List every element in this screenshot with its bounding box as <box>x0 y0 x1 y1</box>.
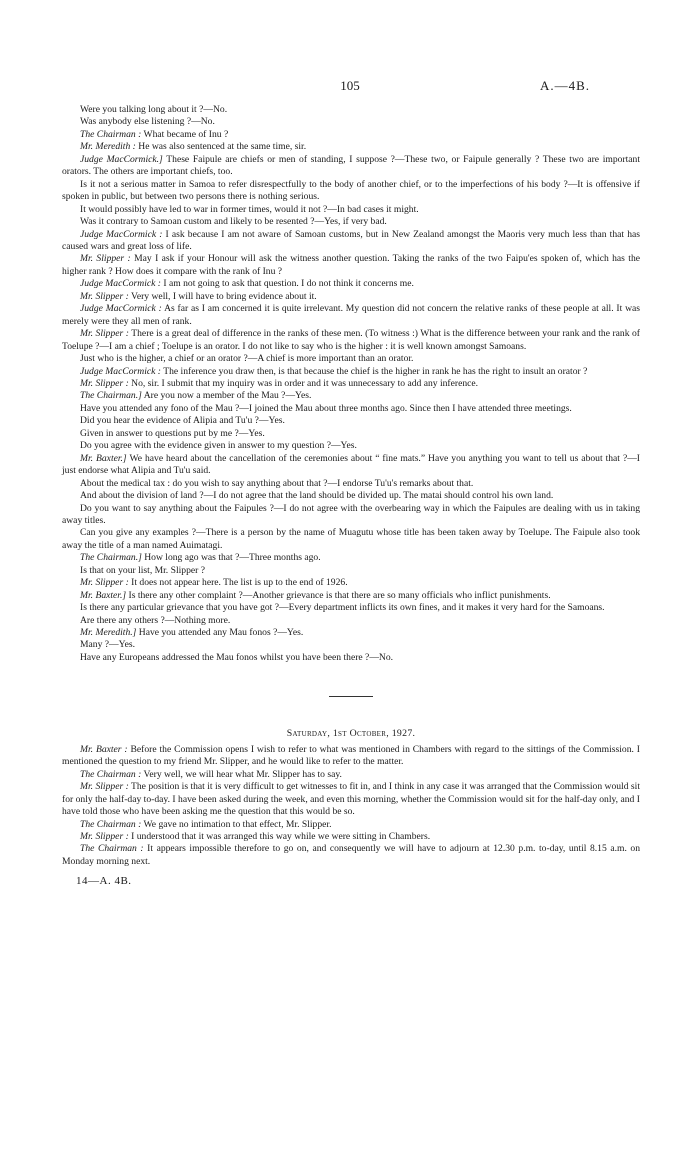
paragraph <box>62 781 640 818</box>
paragraph <box>62 415 640 427</box>
speaker-label: Judge MacCormick : <box>80 228 163 240</box>
paragraph <box>62 303 640 328</box>
paragraph <box>62 490 640 502</box>
paragraph-text: Can you give any examples ?—There is a person by the name of Muagutu whose title has been taken away by Toelupe. The Faipule also took away the title of a man named Auimatagi. <box>62 527 640 551</box>
speaker-label: The Chairman : <box>80 768 142 780</box>
paragraph-text: No, sir. I submit that my inquiry was in order and it was unnecessary to add any inference. <box>128 377 479 389</box>
paragraph <box>62 403 640 415</box>
speaker-label: Judge MacCormick.] <box>80 153 163 165</box>
paragraph <box>62 390 640 402</box>
paragraph-text: About the medical tax : do you wish to say anything about that ?—I endorse Tu'u's remarks about that. <box>80 477 474 489</box>
paragraph-text: Was anybody else listening ?—No. <box>80 116 215 128</box>
paragraph <box>62 440 640 452</box>
paragraph <box>62 590 640 602</box>
date-heading: Saturday, 1st October, 1927. <box>286 728 416 740</box>
paragraph-text: I understood that it was arranged this way while we were sitting in Chambers. <box>128 831 431 843</box>
paragraph <box>62 652 640 664</box>
paragraph-text: Before the Commission opens I wish to refer to what was mentioned in Chambers with regard to the sittings of the Commission. I mentioned the question to my friend Mr. Slipper, and he would like to refer to the matter. <box>62 743 640 768</box>
speaker-label: Mr. Slipper : <box>80 781 129 793</box>
testimony-section <box>62 104 640 664</box>
paragraph-text: And about the division of land ?—I do not agree that the land should be divided up. The matai should control his own land. <box>80 490 554 502</box>
paragraph <box>62 602 640 614</box>
page-number: 105 <box>340 78 360 93</box>
speaker-label: Judge MacCormick : <box>80 303 162 315</box>
speaker-label: Judge MacCormick : <box>80 278 161 290</box>
paragraph-text: Do you want to say anything about the Faipules ?—I do not agree with the overbearing way in which the Faipules are dealing with us in taking away titles. <box>62 502 640 526</box>
paragraph-text: Do you agree with the evidence given in answer to my question ?—Yes. <box>80 440 357 452</box>
speaker-label: Mr. Baxter.] <box>80 589 127 601</box>
section-divider <box>329 696 373 697</box>
paragraph-text: Is there any particular grievance that you have got ?—Every department inflicts its own fines, and it makes it very hard for the Samoans. <box>80 602 605 614</box>
footer-reference: 14—A. 4B. <box>76 875 132 888</box>
paragraph-text: I am not going to ask that question. I do not think it concerns me. <box>161 278 414 290</box>
paragraph <box>62 328 640 353</box>
paragraph-text: Have you attended any fono of the Mau ?—I joined the Mau about three months ago. Since then I have attended three meetings. <box>80 402 572 414</box>
paragraph-text: Was it contrary to Samoan custom and likely to be resented ?—Yes, if very bad. <box>80 216 387 228</box>
paragraph <box>62 179 640 204</box>
paragraph-text: Is it not a serious matter in Samoa to refer disrespectfully to the body of another chief, or to the imperfections of his body ?—It is offensive if spoken in public, but between two persons there is nothing serious. <box>62 178 640 203</box>
speaker-label: Judge MacCormick : <box>80 365 161 377</box>
paragraph <box>62 819 640 831</box>
paragraph-text: We have heard about the cancellation of the ceremonies about “ fine mats.” Have you anything you want to tell us about that ?—I just endorse what Alipia and Tu'u said. <box>62 452 640 477</box>
proceedings-section <box>62 744 640 869</box>
paragraph <box>62 453 640 478</box>
speaker-label: The Chairman : <box>80 128 142 140</box>
paragraph <box>62 769 640 781</box>
document-body <box>62 104 640 888</box>
paragraph-text: Many ?—Yes. <box>80 639 135 651</box>
paragraph <box>62 565 640 577</box>
paragraph-text: I ask because I am not aware of Samoan customs, but in New Zealand amongst the Maoris very much less than that has caused wars and great loss of life. <box>62 228 640 252</box>
paragraph <box>62 744 640 769</box>
paragraph-text: Very well, I will have to bring evidence about it. <box>128 290 317 302</box>
speaker-label: The Chairman.] <box>80 390 142 402</box>
paragraph-text: The inference you draw then, is that because the chief is the higher in rank he has the right to insult an orator ? <box>161 365 588 377</box>
paragraph-text: Were you talking long about it ?—No. <box>80 104 228 115</box>
paragraph-text: There is a great deal of difference in the ranks of these men. (To witness :) What is the difference between your rank and the rank of Toelupe ?—I am a chief ; Toelupe is an orator. I do not like to say who is the higher : it is well known amongst Samoans. <box>62 328 640 352</box>
paragraph <box>62 141 640 153</box>
paragraph-text: Very well, we will hear what Mr. Slipper has to say. <box>141 768 342 780</box>
paragraph <box>62 615 640 627</box>
paragraph-text: The position is that it is very difficult to get witnesses to fit in, and I think in any case it was arranged that the Commission would sit for only the half-day to-day. I have been asked during the week, and even this morning, whether the Commission would sit for the half-day only, and I have told those who have been asking me the question that this would be so. <box>62 781 640 818</box>
paragraph <box>62 229 640 254</box>
speaker-label: Mr. Slipper : <box>80 377 129 389</box>
paragraph <box>62 116 640 128</box>
paragraph-text: It appears impossible therefore to go on, and consequently we will have to adjourn at 12.30 p.m. to-day, until 8.15 a.m. on Monday morning next. <box>62 843 640 867</box>
paragraph <box>62 478 640 490</box>
speaker-label: Mr. Slipper : <box>80 290 129 302</box>
speaker-label: The Chairman : <box>80 843 144 855</box>
speaker-label: Mr. Slipper : <box>80 253 131 265</box>
paragraph-text: It would possibly have led to war in former times, would it not ?—In bad cases it might. <box>80 203 419 215</box>
paragraph-text: It does not appear here. The list is up to the end of 1926. <box>128 577 348 589</box>
paragraph <box>62 503 640 528</box>
paragraph-text: Did you hear the evidence of Alipia and Tu'u ?—Yes. <box>80 415 285 427</box>
paragraph <box>62 378 640 390</box>
speaker-label: Mr. Baxter : <box>80 743 128 755</box>
paragraph-text: He was also sentenced at the same time, sir. <box>135 141 307 153</box>
paragraph-text: May I ask if your Honour will ask the witness another question. Taking the ranks of the two Faipu'es spoken of, which has the higher rank ? How does it compare with the rank of Inu ? <box>62 253 641 277</box>
paragraph-text: Have any Europeans addressed the Mau fonos whilst you have been there ?—No. <box>80 651 394 663</box>
paragraph-text: These Faipule are chiefs or men of standing, I suppose ?—These two, or Faipule generally ? These two are important orators. The others are important chiefs, too. <box>62 153 640 178</box>
paragraph <box>62 428 640 440</box>
paragraph <box>62 366 640 378</box>
paragraph <box>62 104 640 116</box>
paragraph-text: Are there any others ?—Nothing more. <box>80 614 231 626</box>
paragraph <box>62 204 640 216</box>
paragraph-text: Is there any other complaint ?—Another grievance is that there are so many officials who inflict punishments. <box>126 589 551 601</box>
speaker-label: Mr. Slipper : <box>80 577 129 589</box>
paragraph-text: Have you attended any Mau fonos ?—Yes. <box>136 627 304 639</box>
paragraph <box>62 552 640 564</box>
paragraph-text: Is that on your list, Mr. Slipper ? <box>80 564 205 576</box>
paragraph <box>62 353 640 365</box>
paragraph <box>62 129 640 141</box>
speaker-label: Mr. Slipper : <box>80 328 129 340</box>
paragraph <box>62 278 640 290</box>
paragraph-text: Given in answer to questions put by me ?—Yes. <box>80 427 265 439</box>
speaker-label: The Chairman.] <box>80 552 142 564</box>
paragraph <box>62 216 640 228</box>
paragraph-text: Just who is the higher, a chief or an orator ?—A chief is more important than an orator. <box>80 353 414 365</box>
speaker-label: Mr. Meredith.] <box>80 627 137 639</box>
speaker-label: The Chairman : <box>80 818 142 830</box>
paragraph <box>62 843 640 868</box>
paragraph-text: How long ago was that ?—Three months ago. <box>141 552 321 564</box>
paragraph <box>62 639 640 651</box>
paragraph-text: Are you now a member of the Mau ?—Yes. <box>141 390 312 402</box>
speaker-label: Mr. Meredith : <box>80 141 136 153</box>
paragraph-text: As far as I am concerned it is quite irrelevant. My question did not concern the relative ranks of these people at all. It was merely were they all men of rank. <box>62 303 640 327</box>
speaker-label: Mr. Baxter.] <box>80 452 127 464</box>
paragraph <box>62 253 640 278</box>
paragraph-text: What became of Inu ? <box>141 128 229 140</box>
paragraph <box>62 527 640 552</box>
paragraph <box>62 577 640 589</box>
paragraph <box>62 831 640 843</box>
speaker-label: Mr. Slipper : <box>80 831 129 843</box>
paragraph <box>62 291 640 303</box>
paragraph-text: We gave no intimation to that effect, Mr. Slipper. <box>141 818 332 830</box>
document-reference: A.—4B. <box>539 78 590 93</box>
paragraph <box>62 154 640 179</box>
paragraph <box>62 627 640 639</box>
